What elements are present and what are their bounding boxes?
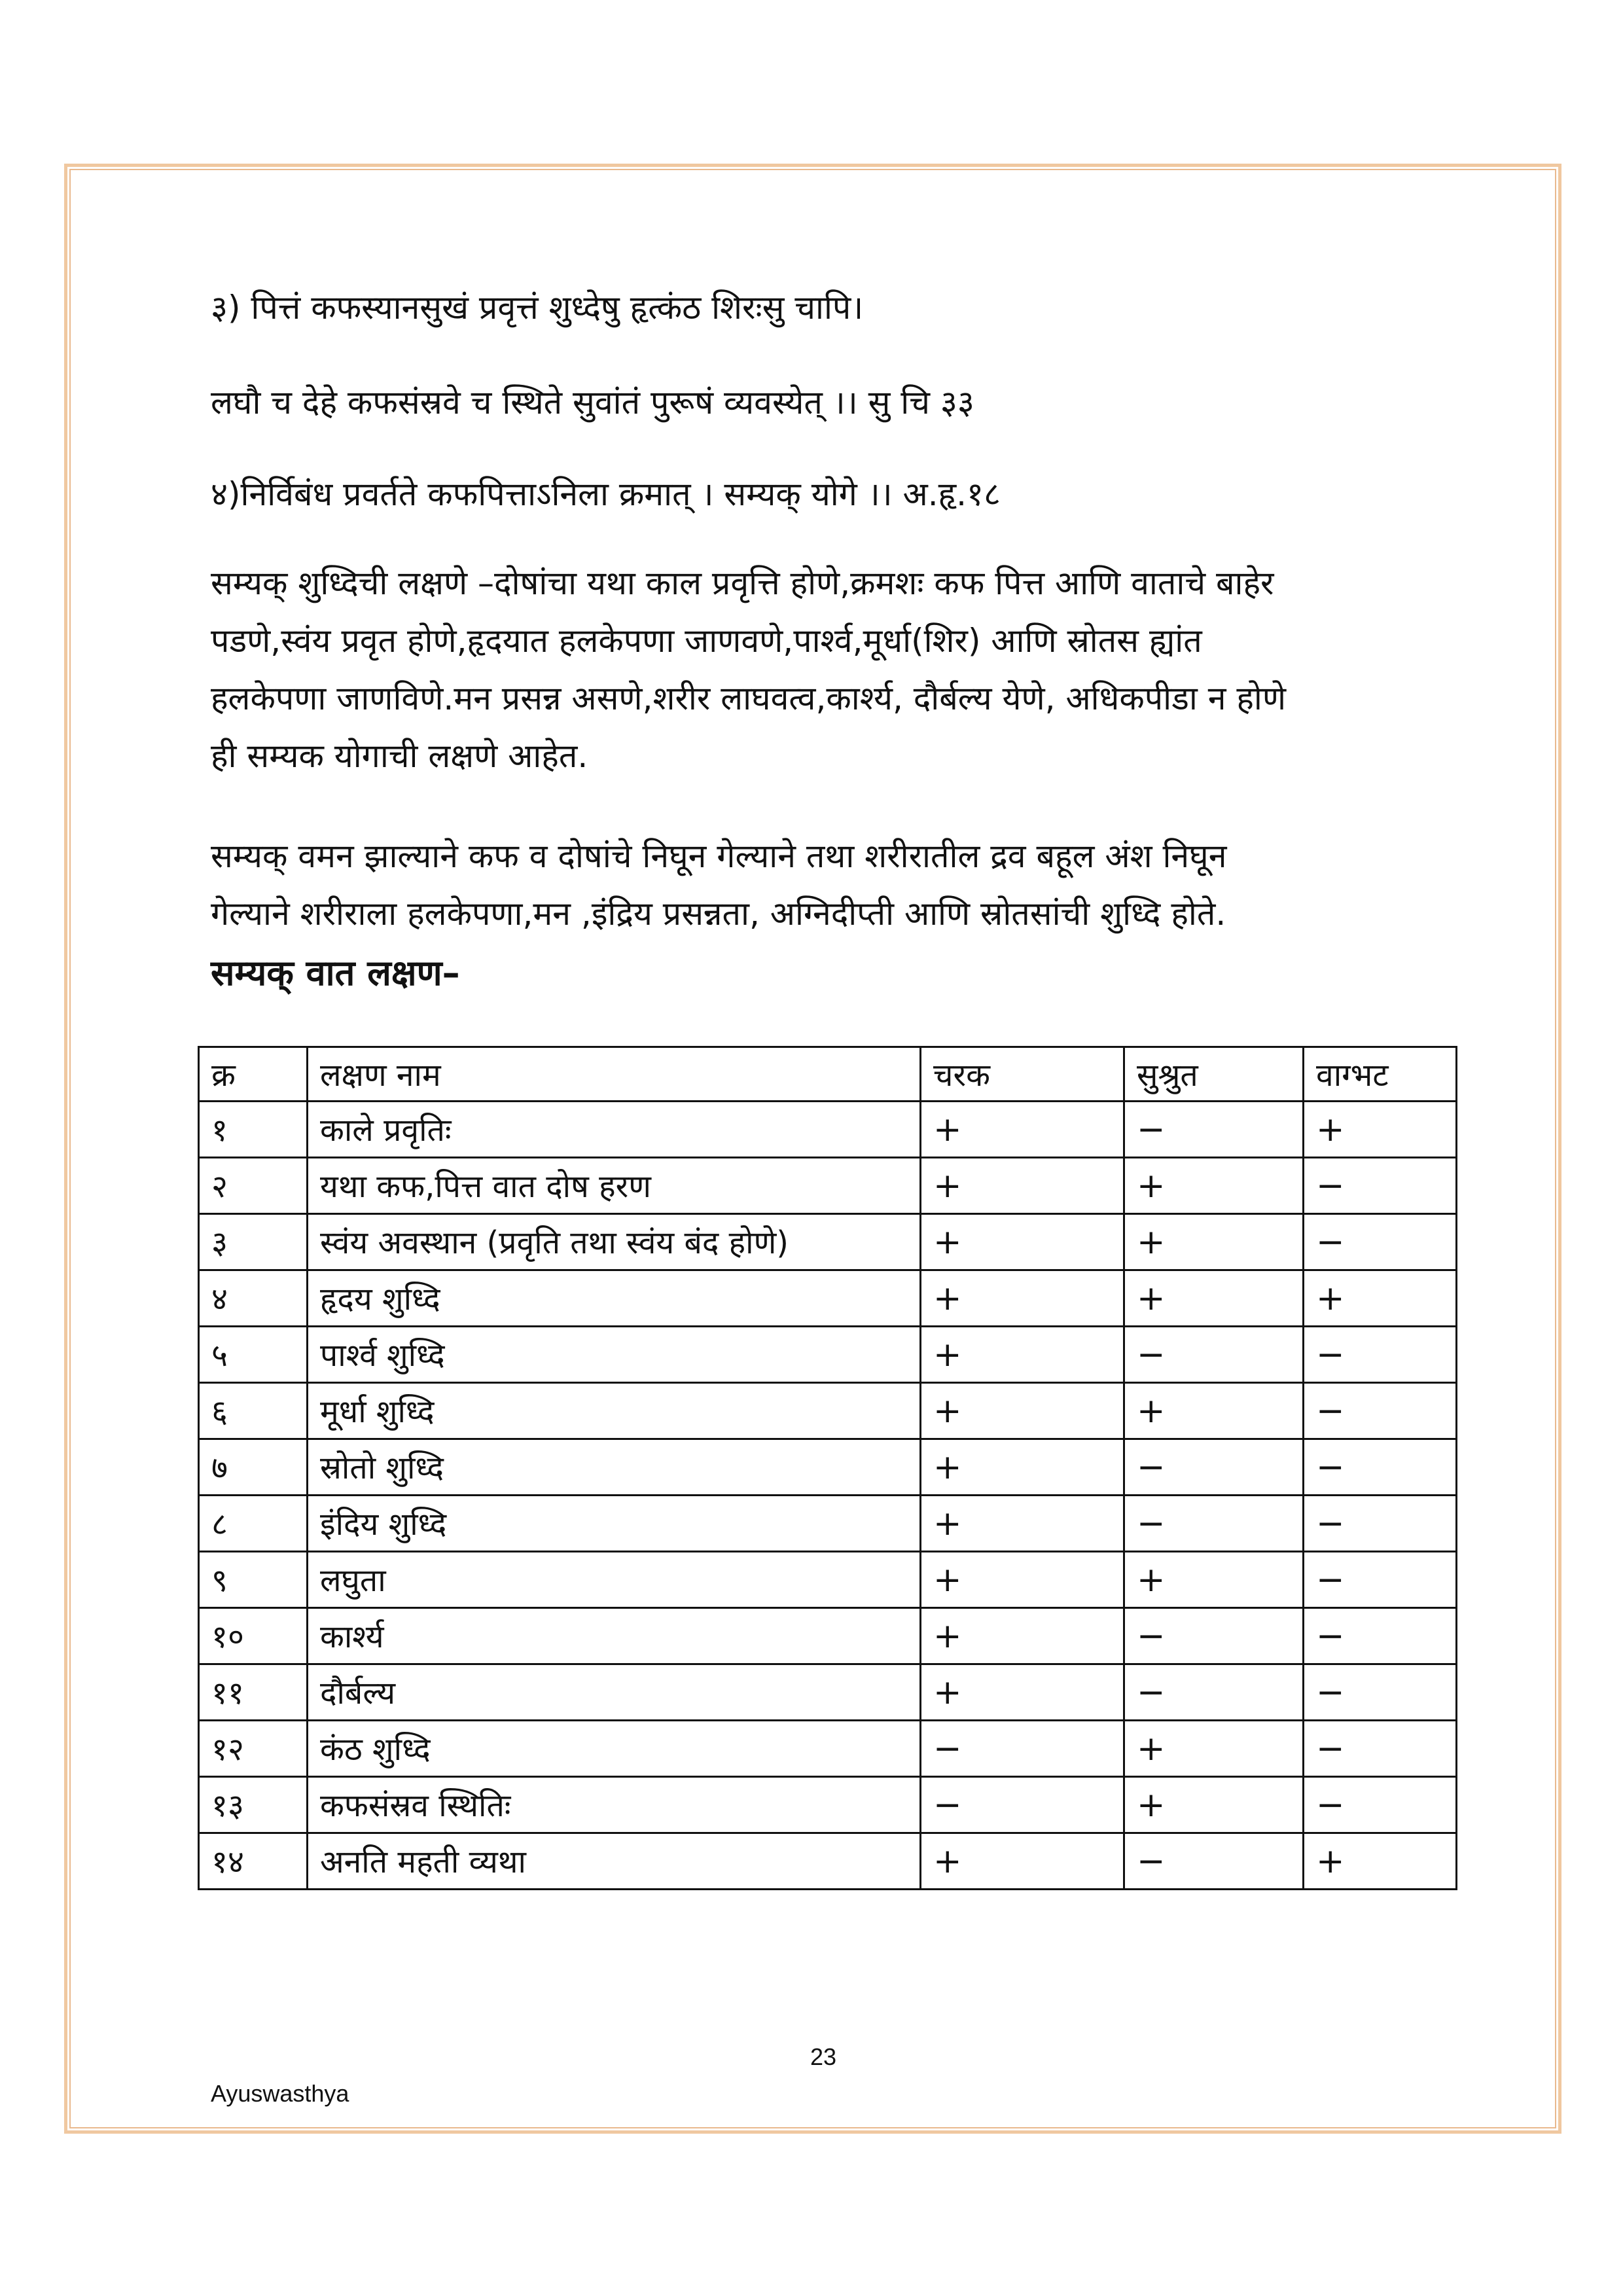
cell-vagbhat: + xyxy=(1304,1102,1457,1158)
cell-serial: १४ xyxy=(199,1833,308,1890)
cell-sushrut: + xyxy=(1124,1270,1304,1327)
cell-sushrut: − xyxy=(1124,1496,1304,1552)
table-row xyxy=(199,1214,1457,1270)
cell-charak: − xyxy=(921,1777,1124,1833)
cell-serial: २ xyxy=(199,1158,308,1214)
cell-charak: + xyxy=(921,1608,1124,1664)
cell-sushrut: + xyxy=(1124,1158,1304,1214)
cell-charak: + xyxy=(921,1496,1124,1552)
table-row xyxy=(199,1102,1457,1158)
cell-lakshan: कार्श्य xyxy=(308,1608,921,1664)
table-row xyxy=(199,1439,1457,1496)
cell-charak: + xyxy=(921,1833,1124,1890)
table-row xyxy=(199,1608,1457,1664)
cell-sushrut: − xyxy=(1124,1439,1304,1496)
cell-lakshan: दौर्बल्य xyxy=(308,1664,921,1721)
cell-lakshan: काले प्रवृतिः xyxy=(308,1102,921,1158)
cell-lakshan: मूर्धा शुध्दि xyxy=(308,1383,921,1439)
section-heading: सम्यक् वात लक्षण– xyxy=(211,952,460,994)
table-row xyxy=(199,1158,1457,1214)
cell-vagbhat: − xyxy=(1304,1664,1457,1721)
cell-serial: ३ xyxy=(199,1214,308,1270)
cell-lakshan: कंठ शुध्दि xyxy=(308,1721,921,1777)
header-charak: चरक xyxy=(921,1047,1124,1102)
cell-vagbhat: − xyxy=(1304,1439,1457,1496)
table-row xyxy=(199,1721,1457,1777)
cell-sushrut: − xyxy=(1124,1664,1304,1721)
cell-serial: १ xyxy=(199,1102,308,1158)
cell-lakshan: पार्श्व शुध्दि xyxy=(308,1327,921,1383)
header-lakshan-naam: लक्षण नाम xyxy=(308,1047,921,1102)
cell-lakshan: अनति महती व्यथा xyxy=(308,1833,921,1890)
cell-serial: ५ xyxy=(199,1327,308,1383)
cell-vagbhat: + xyxy=(1304,1270,1457,1327)
header-sushrut: सुश्रुत xyxy=(1124,1047,1304,1102)
cell-vagbhat: − xyxy=(1304,1158,1457,1214)
cell-sushrut: − xyxy=(1124,1102,1304,1158)
cell-sushrut: − xyxy=(1124,1327,1304,1383)
cell-serial: ११ xyxy=(199,1664,308,1721)
cell-serial: ४ xyxy=(199,1270,308,1327)
cell-charak: + xyxy=(921,1327,1124,1383)
cell-serial: ९ xyxy=(199,1552,308,1608)
cell-lakshan: लघुता xyxy=(308,1552,921,1608)
footer-brand: Ayuswasthya xyxy=(211,2080,349,2107)
cell-lakshan: कफसंस्रव स्थितिः xyxy=(308,1777,921,1833)
cell-vagbhat: − xyxy=(1304,1496,1457,1552)
cell-charak: + xyxy=(921,1439,1124,1496)
table-header-row xyxy=(199,1047,1457,1102)
table-row xyxy=(199,1552,1457,1608)
cell-lakshan: स्रोतो शुध्दि xyxy=(308,1439,921,1496)
cell-sushrut: + xyxy=(1124,1383,1304,1439)
table-row xyxy=(199,1777,1457,1833)
cell-lakshan: हृदय शुध्दि xyxy=(308,1270,921,1327)
cell-sushrut: + xyxy=(1124,1214,1304,1270)
paragraph-line: गेल्याने शरीराला हलकेपणा,मन ,इंद्रिय प्रसन्नता, अग्निदीप्ती आणि स्रोतसांची शुध्दि होते. xyxy=(211,895,1226,933)
cell-serial: ६ xyxy=(199,1383,308,1439)
table-row xyxy=(199,1664,1457,1721)
paragraph-line: ही सम्यक योगाची लक्षणे आहेत. xyxy=(211,737,588,775)
table-row xyxy=(199,1833,1457,1890)
cell-sushrut: − xyxy=(1124,1833,1304,1890)
table-row xyxy=(199,1270,1457,1327)
verse-line-2: लघौ च देहे कफसंस्रवे च स्थिते सुवांतं पुरूषं व्यवस्येत् ।। सु चि ३३ xyxy=(211,384,974,422)
cell-vagbhat: − xyxy=(1304,1777,1457,1833)
cell-sushrut: + xyxy=(1124,1552,1304,1608)
page-number: 23 xyxy=(810,2043,837,2070)
cell-vagbhat: − xyxy=(1304,1552,1457,1608)
cell-vagbhat: − xyxy=(1304,1608,1457,1664)
cell-charak: + xyxy=(921,1158,1124,1214)
cell-charak: − xyxy=(921,1721,1124,1777)
cell-vagbhat: − xyxy=(1304,1721,1457,1777)
table-row xyxy=(199,1327,1457,1383)
cell-serial: ८ xyxy=(199,1496,308,1552)
cell-lakshan: यथा कफ,पित्त वात दोष हरण xyxy=(308,1158,921,1214)
cell-lakshan: इंदिय शुध्दि xyxy=(308,1496,921,1552)
paragraph-line: सम्यक् शुध्दिची लक्षणे –दोषांचा यथा काल प्रवृत्ति होणे,क्रमशः कफ पित्त आणि वाताचे बाहेर xyxy=(211,564,1274,602)
cell-serial: १३ xyxy=(199,1777,308,1833)
cell-charak: + xyxy=(921,1664,1124,1721)
paragraph-line: सम्यक् वमन झाल्याने कफ व दोषांचे निघून गेल्याने तथा शरीरातील द्रव बहूल अंश निघून xyxy=(211,837,1227,875)
cell-lakshan: स्वंय अवस्थान (प्रवृति तथा स्वंय बंद होणे) xyxy=(308,1214,921,1270)
cell-vagbhat: − xyxy=(1304,1327,1457,1383)
cell-charak: + xyxy=(921,1552,1124,1608)
cell-sushrut: + xyxy=(1124,1721,1304,1777)
cell-charak: + xyxy=(921,1214,1124,1270)
cell-serial: ७ xyxy=(199,1439,308,1496)
cell-vagbhat: + xyxy=(1304,1833,1457,1890)
cell-vagbhat: − xyxy=(1304,1383,1457,1439)
paragraph-samyak-shuddhi xyxy=(211,554,1454,785)
verse-line-1: ३) पित्तं कफस्यानसुखं प्रवृत्तं शुध्देषु हृत्कंठ शिरःसु चापि। xyxy=(211,289,864,327)
table-row xyxy=(199,1383,1457,1439)
table-row xyxy=(199,1496,1457,1552)
cell-charak: + xyxy=(921,1383,1124,1439)
cell-sushrut: − xyxy=(1124,1608,1304,1664)
paragraph-samyak-vaman xyxy=(211,827,1454,942)
header-serial: क्र xyxy=(199,1047,308,1102)
cell-serial: १२ xyxy=(199,1721,308,1777)
cell-sushrut: + xyxy=(1124,1777,1304,1833)
verse-line-3: ४)निर्विबंध प्रवर्तते कफपित्ताऽनिला क्रमात् । सम्यक् योगे ।। अ.हृ.१८ xyxy=(211,475,1001,513)
paragraph-line: हलकेपणा जाणविणे.मन प्रसन्न असणे,शरीर लाघवत्व,कार्श्य, दौर्बल्य येणे, अधिकपीडा न होणे xyxy=(211,679,1287,717)
cell-serial: १० xyxy=(199,1608,308,1664)
cell-charak: + xyxy=(921,1270,1124,1327)
cell-charak: + xyxy=(921,1102,1124,1158)
cell-vagbhat: − xyxy=(1304,1214,1457,1270)
lakshan-table xyxy=(198,1046,1457,1890)
header-vagbhat: वाग्भट xyxy=(1304,1047,1457,1102)
paragraph-line: पडणे,स्वंय प्रवृत होणे,हृदयात हलकेपणा जाणवणे,पार्श्व,मूर्धा(शिर) आणि स्रोतस ह्यांत xyxy=(211,622,1202,660)
